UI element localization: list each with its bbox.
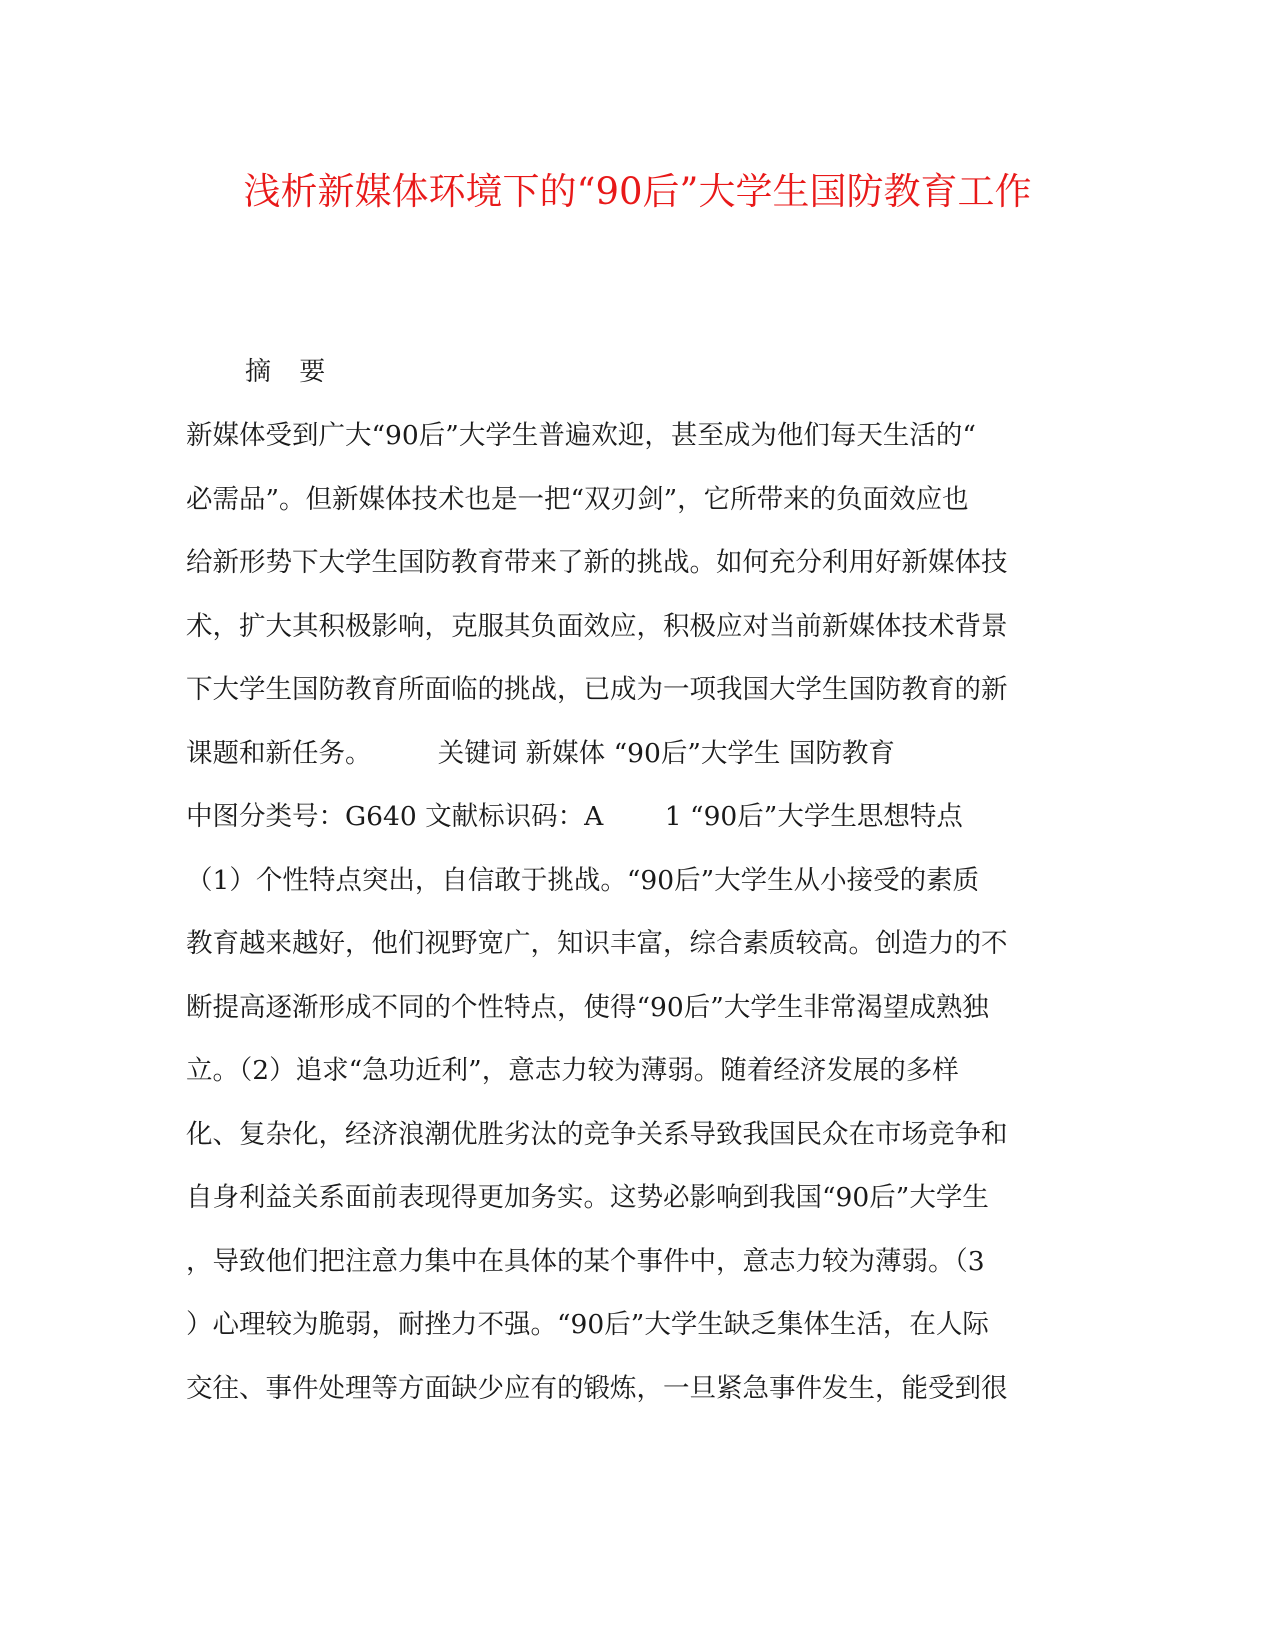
body-line: 必需品”。但新媒体技术也是一把“双刃剑”，它所带来的负面效应也 [186,483,969,515]
body-line: 下大学生国防教育所面临的挑战，已成为一项我国大学生国防教育的新 [186,674,1008,705]
body-line: 化、复杂化，经济浪潮优胜劣汰的竞争关系导致我国民众在市场竞争和 [186,1118,1008,1150]
body-line: 课题和新任务。 关键词 新媒体 “90后”大学生 国防教育 [186,737,895,769]
body-line: 术，扩大其积极影响，克服其负面效应，积极应对当前新媒体技术背景 [186,610,1008,642]
document-title: 浅析新媒体环境下的“90后”大学生国防教育工作 [243,170,1032,213]
body-line: 教育越来越好，他们视野宽广，知识丰富，综合素质较高。创造力的不 [186,928,1008,959]
body-line: ）心理较为脆弱，耐挫力不强。“90后”大学生缺乏集体生活，在人际 [186,1309,989,1340]
abstract-heading: 摘 要 [245,357,336,387]
body-line: （1）个性特点突出，自信敢于挑战。“90后”大学生从小接受的素质 [186,864,980,896]
body-line: 断提高逐渐形成不同的个性特点，使得“90后”大学生非常渴望成熟独 [186,991,989,1023]
body-line: 立。（2）追求“急功近利”，意志力较为薄弱。随着经济发展的多样 [186,1055,959,1086]
body-line: 自身利益关系面前表现得更加务实。这势必影响到我国“90后”大学生 [186,1182,989,1213]
body-text [186,416,1086,1432]
body-line: 给新形势下大学生国防教育带来了新的挑战。如何充分利用好新媒体技 [186,547,1008,578]
body-line: 交往、事件处理等方面缺少应有的锻炼，一旦紧急事件发生，能受到很 [186,1372,1008,1404]
body-line: ，导致他们把注意力集中在具体的某个事件中，意志力较为薄弱。（3 [186,1245,985,1277]
body-line: 中图分类号：G640 文献标识码：A 1 “90后”大学生思想特点 [186,801,963,832]
body-line: 新媒体受到广大“90后”大学生普遍欢迎，甚至成为他们每天生活的“ [186,420,976,451]
